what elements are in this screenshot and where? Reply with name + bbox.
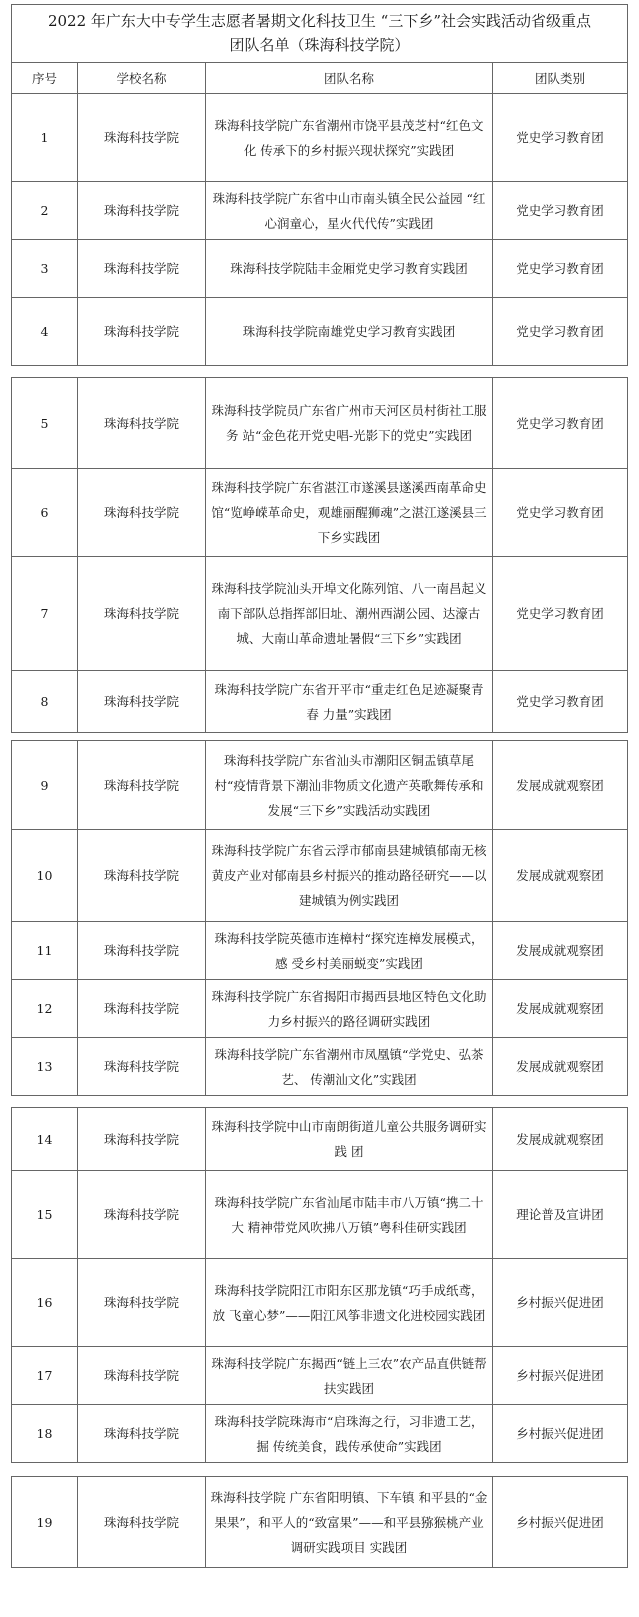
table-row [12,1346,627,1404]
cell-category: 党史学习教育团 [516,324,604,339]
table-section [11,1107,628,1463]
column-header: 学校名称 [78,63,206,93]
cell-school: 珠海科技学院 [78,1171,206,1258]
cell-category: 发展成就观察团 [516,1131,604,1147]
cell-category: 发展成就观察团 [516,868,604,883]
cell-no: 7 [12,557,78,670]
cell-team: 珠海科技学院员广东省广州市天河区员村街社工服务 站“金色花开党史唱-光影下的党史”实践团 [206,378,493,468]
cell-category: 发展成就观察团 [516,1059,604,1074]
table-row [12,670,627,732]
cell-school: 珠海科技学院 [78,741,206,829]
cell-no: 5 [12,378,78,468]
cell-team: 珠海科技学院广东省湛江市遂溪县遂溪西南革命史馆“览峥嵘革命史，观雄丽醒狮魂”之湛江遂溪县三下乡实践团 [206,469,493,556]
cell-school: 珠海科技学院 [78,298,206,365]
cell-no: 11 [12,922,78,979]
table-row [12,239,627,297]
cell-team: 珠海科技学院广东省开平市“重走红色足迹凝聚青春 力量”实践团 [206,671,493,732]
cell-school: 珠海科技学院 [78,1477,206,1567]
cell-school: 珠海科技学院 [78,94,206,181]
cell-school: 珠海科技学院 [78,182,206,239]
cell-category: 党史学习教育团 [516,261,604,276]
cell-no: 6 [12,469,78,556]
cell-category: 乡村振兴促进团 [516,1368,604,1383]
cell-school: 珠海科技学院 [78,1259,206,1346]
cell-no: 2 [12,182,78,239]
title-line-2: 团队名单（珠海科技学院） [229,36,410,54]
cell-school: 珠海科技学院 [78,1108,206,1170]
cell-no: 13 [12,1038,78,1095]
cell-team: 珠海科技学院广东省揭阳市揭西县地区特色文化助 力乡村振兴的路径调研实践团 [206,980,493,1037]
table-section [11,62,628,366]
table-row [12,1477,627,1567]
cell-category: 发展成就观察团 [516,777,604,793]
table-row [12,556,627,670]
cell-school: 珠海科技学院 [78,557,206,670]
table-row [12,1108,627,1170]
column-header: 序号 [12,63,78,93]
cell-category: 乡村振兴促进团 [516,1426,604,1441]
cell-team: 珠海科技学院南雄党史学习教育实践团 [206,298,493,365]
cell-category: 党史学习教育团 [516,415,604,431]
cell-no: 10 [12,830,78,921]
table-row [12,468,627,556]
column-header: 团队类别 [534,70,585,86]
cell-category: 党史学习教育团 [516,505,604,520]
cell-team: 珠海科技学院广东省中山市南头镇全民公益园 “红心润童心，星火代代传”实践团 [206,182,493,239]
cell-team: 珠海科技学院广东省云浮市郁南县建城镇郁南无核黄皮产业对郁南县乡村振兴的推动路径研究——以建城镇为例实践团 [206,830,493,921]
table-row [12,921,627,979]
cell-category: 乡村振兴促进团 [516,1295,604,1310]
table-row [12,979,627,1037]
cell-no: 16 [12,1259,78,1346]
cell-team: 珠海科技学院广东揭西“链上三农”农产品直供链帮 扶实践团 [206,1347,493,1404]
cell-team: 珠海科技学院阳江市阳东区那龙镇“巧手成纸鸢，放 飞童心梦”——阳江风筝非遗文化进校园实践团 [206,1259,493,1346]
column-header: 团队名称 [206,63,493,93]
cell-no: 9 [12,741,78,829]
table-row [12,829,627,921]
cell-school: 珠海科技学院 [78,980,206,1037]
cell-no: 4 [12,298,78,365]
cell-team: 珠海科技学院广东省汕头市潮阳区铜盂镇草尾村“疫情背景下潮汕非物质文化遗产英歌舞传承和发展“三下乡”实践活动实践团 [206,741,493,829]
table-section [11,740,628,1096]
table-row [12,93,627,181]
table-row [12,181,627,239]
cell-no: 3 [12,240,78,297]
cell-category: 党史学习教育团 [516,130,604,145]
cell-school: 珠海科技学院 [78,671,206,732]
table-row [12,1404,627,1462]
cell-school: 珠海科技学院 [78,378,206,468]
cell-no: 15 [12,1171,78,1258]
cell-category: 发展成就观察团 [516,943,604,958]
table-header-row [12,63,627,93]
cell-team: 珠海科技学院珠海市“启珠海之行，习非遗工艺，掘 传统美食，践传承使命”实践团 [206,1405,493,1462]
cell-school: 珠海科技学院 [78,1347,206,1404]
cell-team: 珠海科技学院汕头开埠文化陈列馆、八一南昌起义南下部队总指挥部旧址、潮州西湖公园、达濠古城、大南山革命遗址暑假“三下乡”实践团 [206,557,493,670]
document-title [11,4,628,62]
cell-category: 乡村振兴促进团 [516,1514,604,1530]
cell-team: 珠海科技学院广东省汕尾市陆丰市八万镇“携二十大 精神带党风吹拂八万镇”粤科佳研实践团 [206,1171,493,1258]
table-row [12,1170,627,1258]
cell-school: 珠海科技学院 [78,1405,206,1462]
cell-no: 1 [12,94,78,181]
cell-category: 理论普及宣讲团 [516,1207,604,1222]
table-section [11,377,628,733]
cell-school: 珠海科技学院 [78,922,206,979]
cell-school: 珠海科技学院 [78,469,206,556]
cell-school: 珠海科技学院 [78,240,206,297]
cell-category: 发展成就观察团 [516,1001,604,1016]
cell-school: 珠海科技学院 [78,1038,206,1095]
cell-no: 12 [12,980,78,1037]
cell-team: 珠海科技学院中山市南朗街道儿童公共服务调研实践 团 [206,1108,493,1170]
cell-team: 珠海科技学院广东省潮州市凤凰镇“学党史、弘茶艺、 传潮汕文化”实践团 [206,1038,493,1095]
cell-no: 19 [12,1477,78,1567]
cell-team: 珠海科技学院广东省潮州市饶平县茂芝村“红色文化 传承下的乡村振兴现状探究”实践团 [206,94,493,181]
cell-no: 17 [12,1347,78,1404]
cell-team: 珠海科技学院陆丰金厢党史学习教育实践团 [206,240,493,297]
cell-no: 8 [12,671,78,732]
table-row [12,1037,627,1095]
cell-school: 珠海科技学院 [78,830,206,921]
title-line-1: 2022 年广东大中专学生志愿者暑期文化科技卫生 “三下乡”社会实践活动省级重点 [47,12,592,30]
cell-team: 珠海科技学院 广东省阳明镇、下车镇 和平县的“金果果”，和平人的“致富果”——和平县猕猴桃产业调研实践项目 实践团 [206,1477,493,1567]
table-section [11,1476,628,1568]
cell-category: 党史学习教育团 [516,694,604,709]
table-row [12,378,627,468]
table-row [12,741,627,829]
table-row [12,297,627,365]
cell-category: 党史学习教育团 [516,606,604,621]
cell-category: 党史学习教育团 [516,203,604,218]
table-row [12,1258,627,1346]
cell-team: 珠海科技学院英德市连樟村“探究连樟发展模式，感 受乡村美丽蜕变”实践团 [206,922,493,979]
cell-no: 14 [12,1108,78,1170]
cell-no: 18 [12,1405,78,1462]
